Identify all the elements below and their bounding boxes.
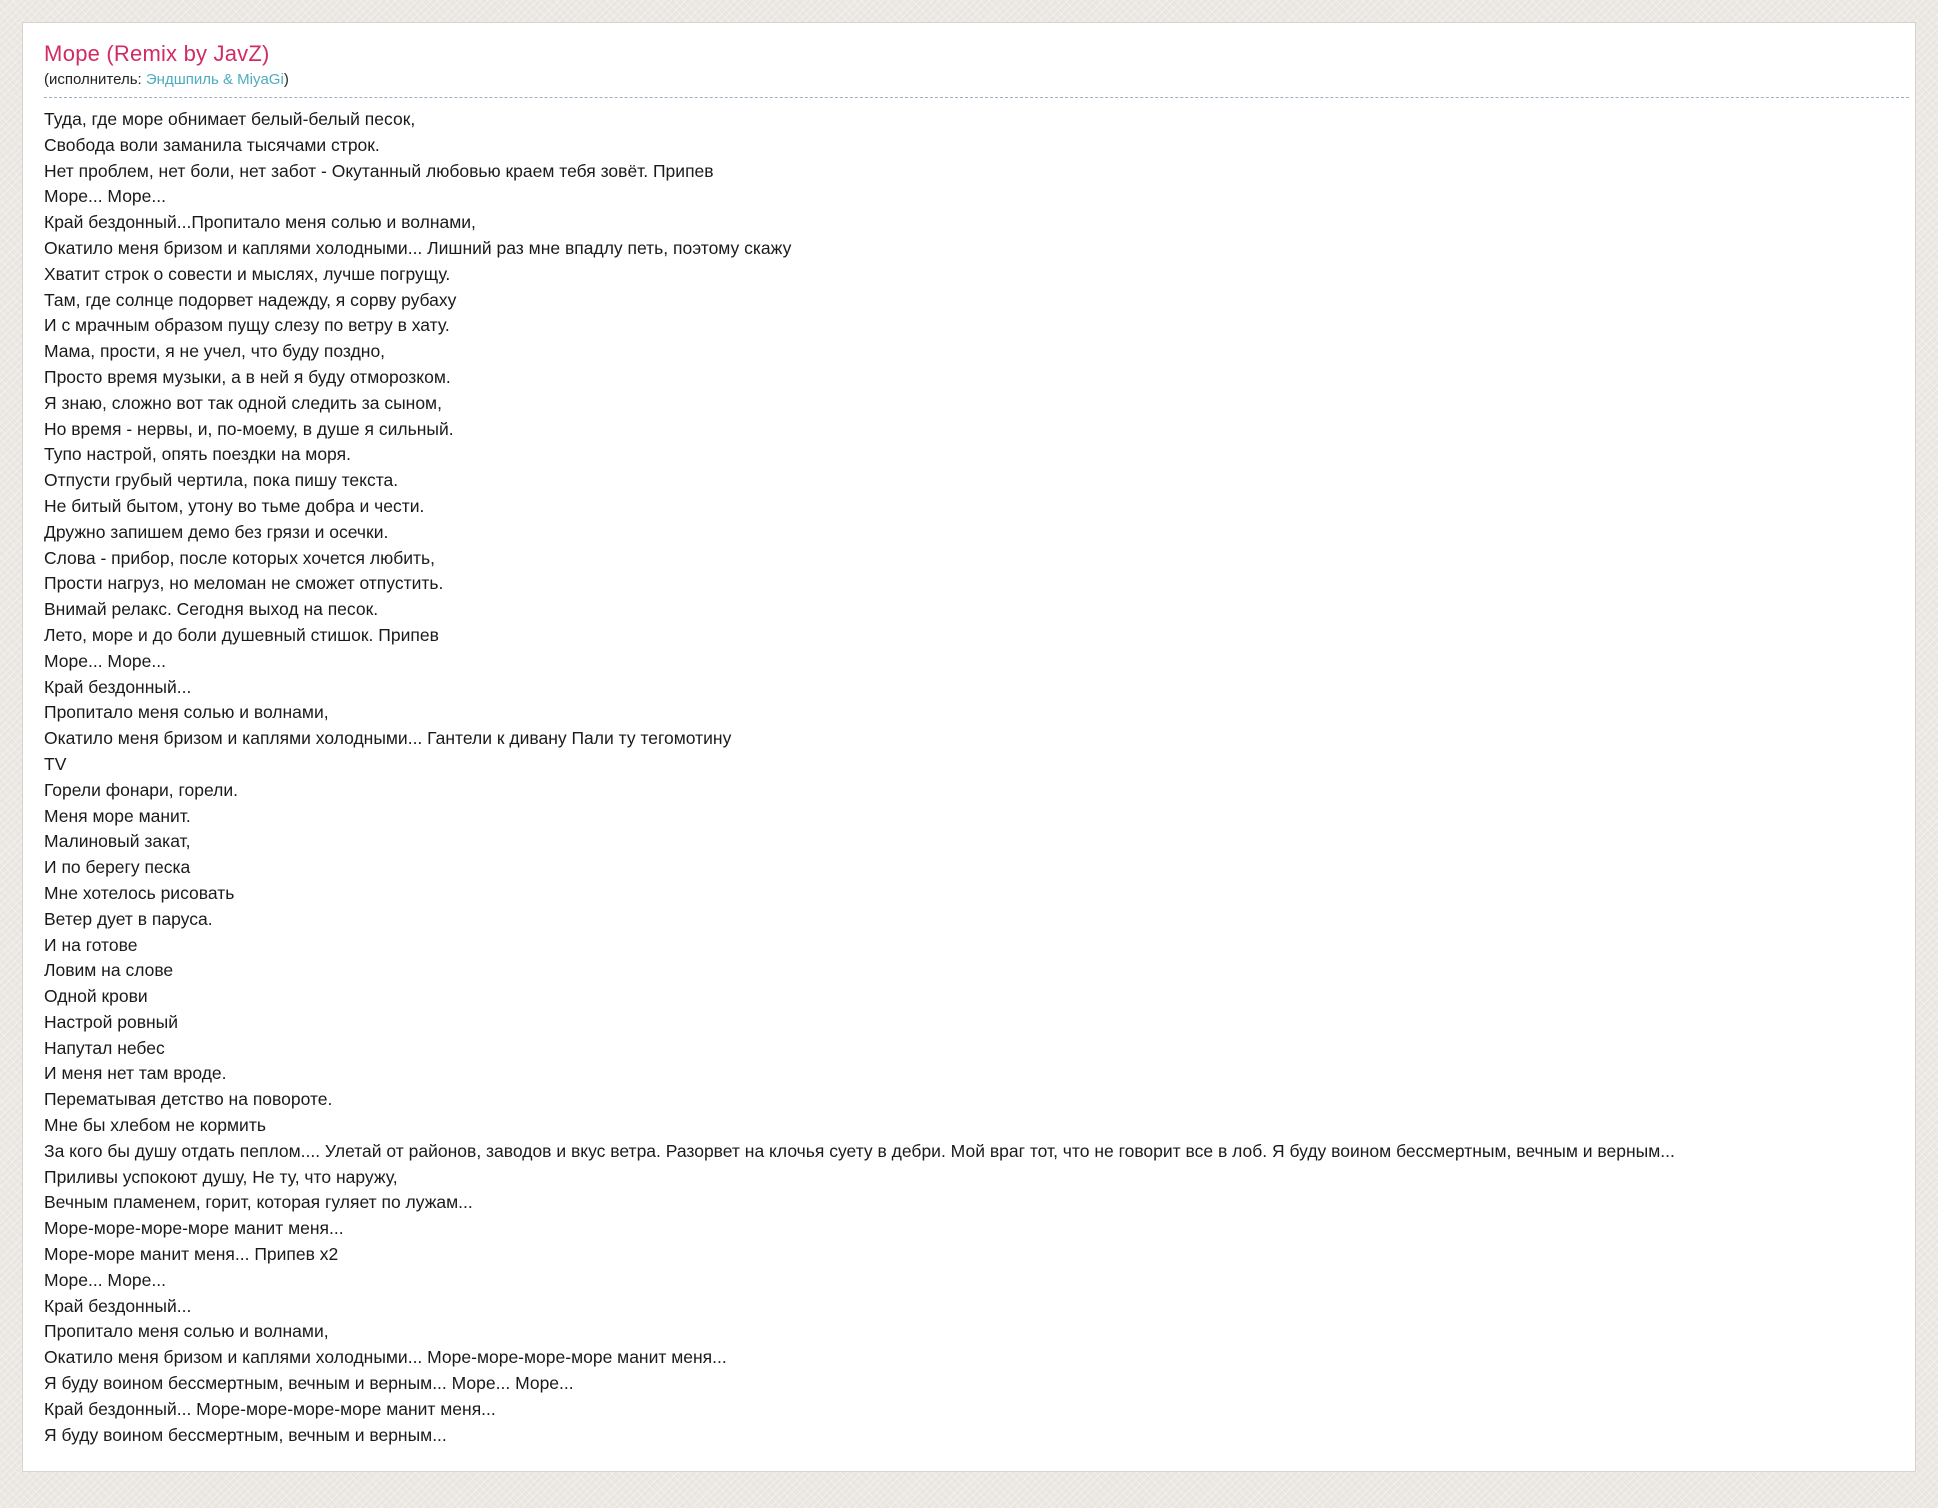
lyric-line: Мне хотелось рисовать <box>44 882 235 903</box>
lyric-line: Тупо настрой, опять поездки на моря. <box>44 444 351 465</box>
lyric-line: Не битый бытом, утону во тьме добра и чести. <box>44 495 425 516</box>
lyric-line: И на готове <box>44 934 138 955</box>
lyric-line: И меня нет там вроде. <box>44 1063 227 1084</box>
lyric-line: Мама, прости, я не учел, что буду поздно, <box>44 341 386 362</box>
lyrics-card <box>22 22 1916 1472</box>
lyric-line: Свобода воли заманила тысячами строк. <box>44 134 380 155</box>
lyric-line: Край бездонный... <box>44 1295 192 1316</box>
lyric-line: Окатило меня бризом и каплями холодными... Лишний раз мне впадлу петь, поэтому скажу <box>44 237 792 258</box>
lyric-line: Ветер дует в паруса. <box>44 908 213 929</box>
lyric-line: Дружно запишем демо без грязи и осечки. <box>44 521 389 542</box>
lyric-line: Край бездонный... Море-море-море-море манит меня... <box>44 1398 496 1419</box>
lyric-line: Море... Море... <box>44 650 166 671</box>
lyric-line: Просто время музыки, а в ней я буду отморозком. <box>44 366 451 387</box>
lyric-line: Я буду воином бессмертным, вечным и верным... Море... Море... <box>44 1373 574 1394</box>
lyric-line: Прости нагруз, но меломан не сможет отпустить. <box>44 573 444 594</box>
lyric-line: Настрой ровный <box>44 1011 179 1032</box>
lyric-line: Слова - прибор, после которых хочется любить, <box>44 547 436 568</box>
lyric-line: Море-море-море-море манит меня... <box>44 1218 344 1239</box>
lyric-line: TV <box>44 753 67 774</box>
lyric-line: И по берегу песка <box>44 857 191 878</box>
lyric-line: Ловим на слове <box>44 960 174 981</box>
lyric-line: Отпусти грубый чертила, пока пишу текста. <box>44 470 399 491</box>
artist-suffix: ) <box>283 71 289 88</box>
lyric-line: Я знаю, сложно вот так одной следить за сыном, <box>44 392 442 413</box>
lyric-line: Туда, где море обнимает белый-белый песок, <box>44 109 416 129</box>
lyrics-text <box>44 107 1911 1448</box>
lyric-line: Я буду воином бессмертным, вечным и верным... <box>44 1424 447 1445</box>
lyric-line: И с мрачным образом пущу слезу по ветру в хату. <box>44 315 450 336</box>
lyric-line: Хватит строк о совести и мыслях, лучше погрущу. <box>44 263 451 284</box>
artist-line <box>44 70 1909 89</box>
lyric-line: Море... Море... <box>44 1269 166 1290</box>
artist-prefix: (исполнитель: <box>44 71 146 88</box>
lyric-line: Пропитало меня солью и волнами, <box>44 702 329 723</box>
page-title: Море (Remix by JavZ) <box>44 41 270 66</box>
lyric-line: Горели фонари, горели. <box>44 779 238 800</box>
lyric-line: Внимай релакс. Сегодня выход на песок. <box>44 599 379 620</box>
lyric-line: Лето, море и до боли душевный стишок. Припев <box>44 624 439 645</box>
lyric-line: Но время - нервы, и, по-моему, в душе я сильный. <box>44 418 454 439</box>
header <box>44 41 1909 98</box>
lyric-line: Вечным пламенем, горит, которая гуляет по лужам... <box>44 1192 473 1213</box>
lyric-line: Там, где солнце подорвет надежду, я сорву рубаху <box>44 289 457 310</box>
lyric-line: Край бездонный...Пропитало меня солью и волнами, <box>44 212 476 233</box>
lyric-line: За кого бы душу отдать пеплом.... Улетай от районов, заводов и вкус ветра. Разорвет на клочья суету в дебри. Мой враг тот, что не говорит все в лоб. Я буду воином бессмертным, вечным и верным... <box>44 1140 1675 1161</box>
lyric-line: Край бездонный... <box>44 676 192 697</box>
lyric-line: Мне бы хлебом не кормить <box>44 1115 266 1136</box>
lyric-line: Малиновый закат, <box>44 831 191 852</box>
lyric-line: Окатило меня бризом и каплями холодными... Море-море-море-море манит меня... <box>44 1347 727 1368</box>
lyric-line: Море... Море... <box>44 186 166 207</box>
lyric-line: Одной крови <box>44 986 148 1007</box>
artist-link[interactable]: Эндшпиль & MiyaGi <box>145 71 284 88</box>
lyric-line: Приливы успокоют душу, Не ту, что наружу, <box>44 1166 398 1187</box>
lyric-line: Перематывая детство на повороте. <box>44 1089 333 1110</box>
lyric-line: Море-море манит меня... Припев x2 <box>44 1244 339 1265</box>
lyric-line: Нет проблем, нет боли, нет забот - Окутанный любовью краем тебя зовёт. Припев <box>44 160 714 181</box>
lyric-line: Напутал небес <box>44 1037 165 1058</box>
lyric-line: Окатило меня бризом и каплями холодными... Гантели к дивану Пали ту тегомотину <box>44 728 732 749</box>
lyric-line: Пропитало меня солью и волнами, <box>44 1321 329 1342</box>
lyric-line: Меня море манит. <box>44 805 191 826</box>
